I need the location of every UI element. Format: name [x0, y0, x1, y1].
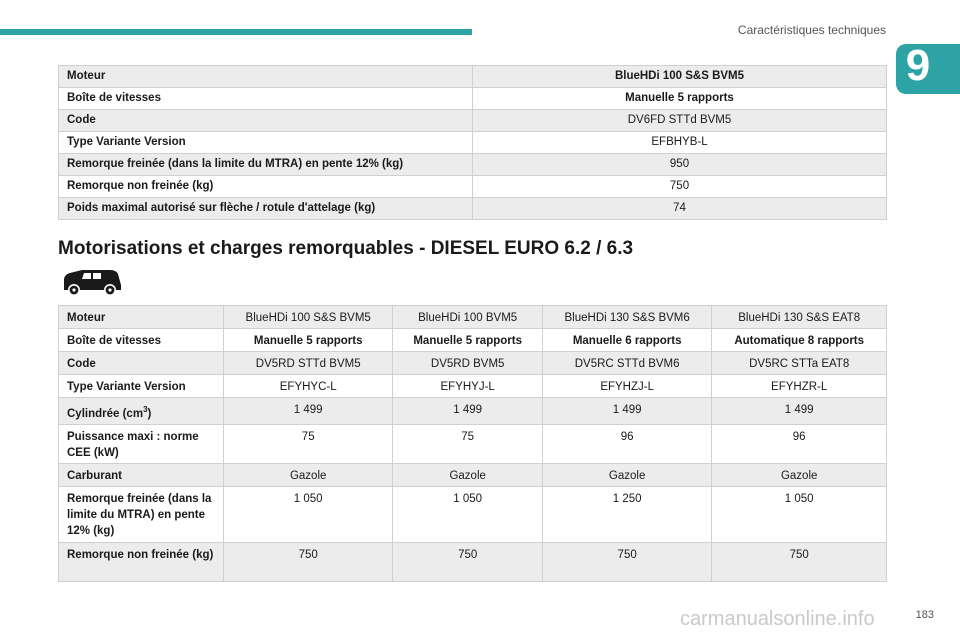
row-value: DV5RC STTd BVM6 [542, 352, 711, 375]
row-value: Manuelle 5 rapports [224, 329, 393, 352]
row-value: 1 050 [393, 486, 543, 542]
row-label: Type Variante Version [59, 132, 473, 154]
row-label: Remorque non freinée (kg) [59, 176, 473, 198]
table-row [59, 329, 887, 352]
row-label: Code [59, 352, 224, 375]
row-label: Type Variante Version [59, 375, 224, 398]
row-value: 750 [393, 542, 543, 581]
chapter-number: 9 [905, 41, 931, 90]
table-row [59, 306, 887, 329]
row-value: 750 [712, 542, 887, 581]
row-value: 75 [393, 424, 543, 463]
row-label: Remorque freinée (dans la limite du MTRA) en pente 12% (kg) [59, 154, 473, 176]
row-value: 75 [224, 424, 393, 463]
row-value: 1 499 [712, 398, 887, 425]
table-row [59, 463, 887, 486]
table-row [59, 176, 887, 198]
table-row [59, 88, 887, 110]
row-value: 750 [473, 176, 887, 198]
row-label: Boîte de vitesses [59, 329, 224, 352]
table-row [59, 198, 887, 220]
table-row [59, 110, 887, 132]
row-label: Puissance maxi : norme CEE (kW) [59, 424, 224, 463]
row-value: 1 050 [712, 486, 887, 542]
row-value: Gazole [224, 463, 393, 486]
row-value: 950 [473, 154, 887, 176]
row-label: Moteur [59, 306, 224, 329]
row-value: 1 250 [542, 486, 711, 542]
row-value: 1 499 [224, 398, 393, 425]
engine-spec-table-top [58, 65, 887, 220]
table-row [59, 66, 887, 88]
table-row [59, 486, 887, 542]
row-value: 74 [473, 198, 887, 220]
row-label-text: Cylindrée (cm [67, 407, 144, 420]
header-accent-bar [0, 29, 472, 35]
table-row [59, 398, 887, 425]
row-value: 1 499 [542, 398, 711, 425]
row-value: Gazole [712, 463, 887, 486]
row-value: DV5RD BVM5 [393, 352, 543, 375]
row-value: EFYHZR-L [712, 375, 887, 398]
row-value: 1 499 [393, 398, 543, 425]
section-title: Motorisations et charges remorquables - DIESEL EURO 6.2 / 6.3 [58, 238, 634, 259]
row-value: EFBHYB-L [473, 132, 887, 154]
page-number: 183 [915, 609, 934, 621]
watermark: carmanualsonline.info [680, 608, 875, 630]
row-value: BlueHDi 100 BVM5 [393, 306, 543, 329]
row-value: DV6FD STTd BVM5 [473, 110, 887, 132]
row-value: EFYHZJ-L [542, 375, 711, 398]
engine-spec-table-bottom [58, 305, 887, 582]
table-row [59, 424, 887, 463]
table-row [59, 375, 887, 398]
row-label: Moteur [59, 66, 473, 88]
row-value: Automatique 8 rapports [712, 329, 887, 352]
row-label-suffix: ) [147, 407, 152, 420]
row-value: BlueHDi 100 S&S BVM5 [473, 66, 887, 88]
row-value: 1 050 [224, 486, 393, 542]
row-label: Carburant [59, 463, 224, 486]
row-value: Manuelle 6 rapports [542, 329, 711, 352]
table-row [59, 542, 887, 581]
row-label: Code [59, 110, 473, 132]
row-value: DV5RC STTa EAT8 [712, 352, 887, 375]
row-label: Poids maximal autorisé sur flèche / rotule d'attelage (kg) [59, 198, 473, 220]
row-value: 96 [712, 424, 887, 463]
row-value: EFYHYC-L [224, 375, 393, 398]
row-value: BlueHDi 130 S&S EAT8 [712, 306, 887, 329]
table-row [59, 352, 887, 375]
row-value: Manuelle 5 rapports [393, 329, 543, 352]
row-value: BlueHDi 100 S&S BVM5 [224, 306, 393, 329]
row-label-superscript: 3 [143, 405, 148, 414]
row-label [59, 398, 224, 425]
row-value: 96 [542, 424, 711, 463]
row-value: BlueHDi 130 S&S BVM6 [542, 306, 711, 329]
table-row [59, 154, 887, 176]
van-icon [58, 265, 126, 299]
header-section-title: Caractéristiques techniques [737, 23, 886, 37]
table-row [59, 132, 887, 154]
row-label: Remorque freinée (dans la limite du MTRA) en pente 12% (kg) [59, 486, 224, 542]
row-value: Manuelle 5 rapports [473, 88, 887, 110]
row-value: Gazole [393, 463, 543, 486]
row-value: Gazole [542, 463, 711, 486]
row-value: 750 [224, 542, 393, 581]
row-label: Boîte de vitesses [59, 88, 473, 110]
row-value: EFYHYJ-L [393, 375, 543, 398]
row-label: Remorque non freinée (kg) [59, 542, 224, 581]
row-value: DV5RD STTd BVM5 [224, 352, 393, 375]
row-value: 750 [542, 542, 711, 581]
